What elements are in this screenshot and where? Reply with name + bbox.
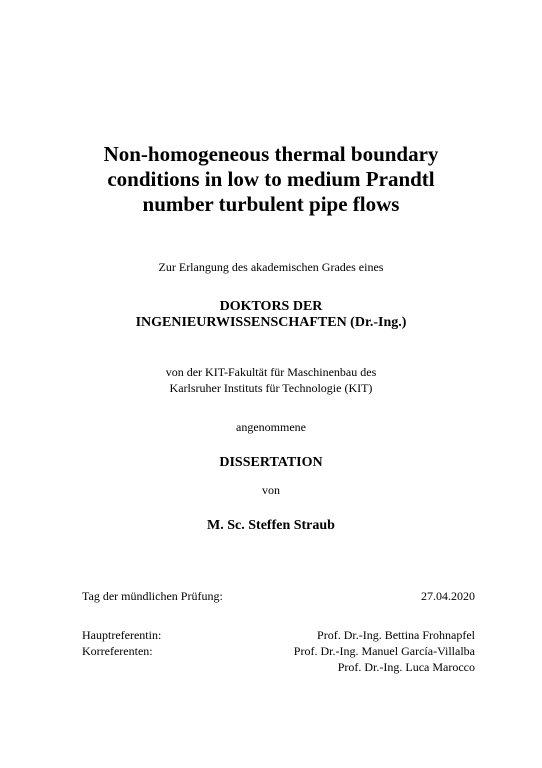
- by-line: von: [262, 483, 280, 497]
- referee-role: Korreferenten:: [82, 644, 153, 658]
- title-line-1: Non-homogeneous thermal boundary: [103, 142, 439, 166]
- title-line-3: number turbulent pipe flows: [142, 192, 400, 216]
- degree-line-1: DOKTORS DER: [219, 299, 323, 314]
- title-line-2: conditions in low to medium Prandtl: [107, 167, 435, 191]
- author-name: M. Sc. Steffen Straub: [207, 518, 335, 533]
- doc-type: DISSERTATION: [219, 455, 323, 470]
- referee-name: Prof. Dr.-Ing. Bettina Frohnapfel: [317, 628, 475, 642]
- referee-name: Prof. Dr.-Ing. Luca Marocco: [337, 660, 475, 674]
- degree-line-2: INGENIEURWISSENSCHAFTEN (Dr.-Ing.): [135, 315, 407, 330]
- faculty-line-2: Karlsruher Instituts für Technologie (KIT): [169, 381, 373, 395]
- referee-role: Hauptreferentin:: [82, 628, 162, 642]
- referee-name: Prof. Dr.-Ing. Manuel García-Villalba: [293, 644, 475, 658]
- purpose-line: Zur Erlangung des akademischen Grades eines: [158, 260, 384, 274]
- exam-date-value: 27.04.2020: [421, 589, 475, 603]
- accepted-line: angenommene: [236, 420, 306, 434]
- faculty-line-1: von der KIT-Fakultät für Maschinenbau des: [165, 365, 377, 379]
- exam-date-label: Tag der mündlichen Prüfung:: [82, 589, 223, 603]
